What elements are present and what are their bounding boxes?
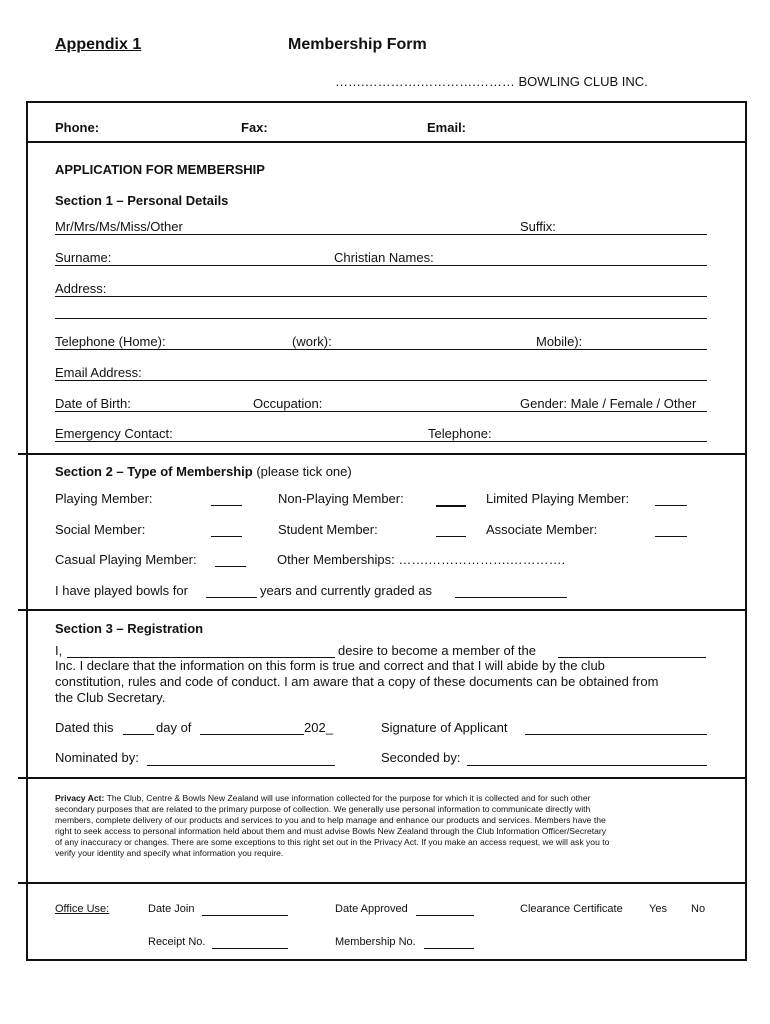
years-played-field[interactable] xyxy=(206,597,257,598)
privacy-line-6: verify your identity and specify what information you require. xyxy=(55,848,284,858)
non-playing-member-box[interactable] xyxy=(436,505,466,507)
desire-label: desire to become a member of the xyxy=(338,643,536,658)
email-label: Email: xyxy=(427,120,467,135)
privacy-line-1-text: The Club, Centre & Bowls New Zealand will use information collected for the purpose for which it is collected and for such other xyxy=(104,793,591,803)
section2-divider xyxy=(18,609,747,611)
section3-title: Section 3 – Registration xyxy=(55,621,204,636)
receipt-no-field[interactable] xyxy=(212,948,288,949)
signature-field[interactable] xyxy=(525,734,707,735)
non-playing-member-label: Non-Playing Member: xyxy=(278,491,404,506)
email-address-label: Email Address: xyxy=(55,365,142,380)
day-of-label: day of xyxy=(156,720,192,735)
social-member-label: Social Member: xyxy=(55,522,146,537)
section1-divider xyxy=(18,453,747,455)
christian-names-label: Christian Names: xyxy=(334,250,434,265)
associate-member-label: Associate Member: xyxy=(486,522,598,537)
telephone-field[interactable] xyxy=(55,349,707,350)
years-graded-label: years and currently graded as xyxy=(260,583,432,598)
clearance-yes[interactable]: Yes xyxy=(649,903,667,915)
section2-note: (please tick one) xyxy=(256,464,352,479)
declaration-line-2: constitution, rules and code of conduct. I am aware that a copy of these documents can be obtained from xyxy=(55,674,659,689)
privacy-notice xyxy=(55,793,609,859)
dated-day-field[interactable] xyxy=(123,734,154,735)
clearance-no[interactable]: No xyxy=(691,903,706,915)
dated-this-label: Dated this xyxy=(55,720,114,735)
suffix-label: Suffix: xyxy=(520,219,556,234)
year-label: 202_ xyxy=(304,720,333,735)
student-member-box[interactable] xyxy=(436,536,466,537)
casual-playing-member-label: Casual Playing Member: xyxy=(55,552,197,567)
grade-field[interactable] xyxy=(455,597,567,598)
social-member-box[interactable] xyxy=(211,536,242,537)
declaration-line-1: Inc. I declare that the information on this form is true and correct and that I will abide by the club xyxy=(55,658,605,673)
clearance-certificate-label: Clearance Certificate xyxy=(520,903,623,915)
membership-no-label: Membership No. xyxy=(335,936,416,948)
gender-label: Gender: Male / Female / Other xyxy=(520,396,697,411)
title-field[interactable] xyxy=(55,234,707,235)
appendix-label: Appendix 1 xyxy=(55,36,142,53)
limited-playing-member-label: Limited Playing Member: xyxy=(486,491,630,506)
section3-divider xyxy=(18,777,747,779)
privacy-label: Privacy Act: xyxy=(55,793,105,803)
application-title: APPLICATION FOR MEMBERSHIP xyxy=(55,162,265,177)
limited-playing-member-box[interactable] xyxy=(655,505,687,506)
receipt-no-label: Receipt No. xyxy=(148,936,206,948)
occupation-label: Occupation: xyxy=(253,396,323,411)
page-title: Membership Form xyxy=(288,36,427,53)
address-field-1[interactable] xyxy=(55,296,707,297)
telephone-home-label: Telephone (Home): xyxy=(55,334,166,349)
seconded-by-field[interactable] xyxy=(467,765,707,766)
student-member-label: Student Member: xyxy=(278,522,378,537)
signature-label: Signature of Applicant xyxy=(381,720,508,735)
office-use-label: Office Use: xyxy=(55,903,110,915)
privacy-line-3: members, complete delivery of our products and services to you and to help manage and enhance our products and services. Members have the xyxy=(55,815,606,825)
emergency-telephone-label: Telephone: xyxy=(428,426,492,441)
section2-title xyxy=(55,464,352,479)
dated-month-field[interactable] xyxy=(200,734,304,735)
date-approved-field[interactable] xyxy=(416,915,474,916)
fax-label: Fax: xyxy=(241,120,268,135)
privacy-line-4: right to seek access to personal information held about them and must advise Bowls New Zealand through the Club Information Officer/Secretary xyxy=(55,826,607,836)
emergency-contact-label: Emergency Contact: xyxy=(55,426,173,441)
email-address-field[interactable] xyxy=(55,380,707,381)
contact-divider xyxy=(26,141,747,143)
club-name-line: …….………….………….……… BOWLING CLUB INC. xyxy=(335,74,648,89)
nominated-by-field[interactable] xyxy=(147,765,335,766)
surname-label: Surname: xyxy=(55,250,112,265)
section2-title-text: Section 2 – Type of Membership xyxy=(55,464,253,479)
dob-field[interactable] xyxy=(55,411,707,412)
date-approved-label: Date Approved xyxy=(335,903,408,915)
date-join-field[interactable] xyxy=(202,915,288,916)
section1-title: Section 1 – Personal Details xyxy=(55,193,229,208)
address-field-2[interactable] xyxy=(55,318,707,319)
playing-member-label: Playing Member: xyxy=(55,491,153,506)
mobile-label: Mobile): xyxy=(536,334,583,349)
work-label: (work): xyxy=(292,334,332,349)
membership-no-field[interactable] xyxy=(424,948,474,949)
seconded-by-label: Seconded by: xyxy=(381,750,461,765)
surname-field[interactable] xyxy=(55,265,707,266)
nominated-by-label: Nominated by: xyxy=(55,750,139,765)
privacy-line-5: of any inaccuracy or changes. There are some exceptions to this right set out in the Privacy Act. If you make an access request, we will ask you to xyxy=(55,837,610,847)
other-memberships-label: Other Memberships: …….……………….…………. xyxy=(277,552,566,567)
privacy-line-2: secondary purposes that are related to the primary purpose of collection. We generally use personal information to communicate directly with xyxy=(55,804,591,814)
emergency-contact-field[interactable] xyxy=(55,441,707,442)
privacy-line-1 xyxy=(55,793,609,804)
address-label: Address: xyxy=(55,281,107,296)
privacy-divider xyxy=(18,882,747,884)
dob-label: Date of Birth: xyxy=(55,396,131,411)
phone-label: Phone: xyxy=(55,120,100,135)
played-bowls-label: I have played bowls for xyxy=(55,583,188,598)
date-join-label: Date Join xyxy=(148,903,195,915)
i-label: I, xyxy=(55,643,63,658)
title-prefix-label: Mr/Mrs/Ms/Miss/Other xyxy=(55,219,183,234)
declaration-line-3: the Club Secretary. xyxy=(55,690,166,705)
playing-member-box[interactable] xyxy=(211,505,242,506)
associate-member-box[interactable] xyxy=(655,536,687,537)
casual-playing-member-box[interactable] xyxy=(215,566,246,567)
